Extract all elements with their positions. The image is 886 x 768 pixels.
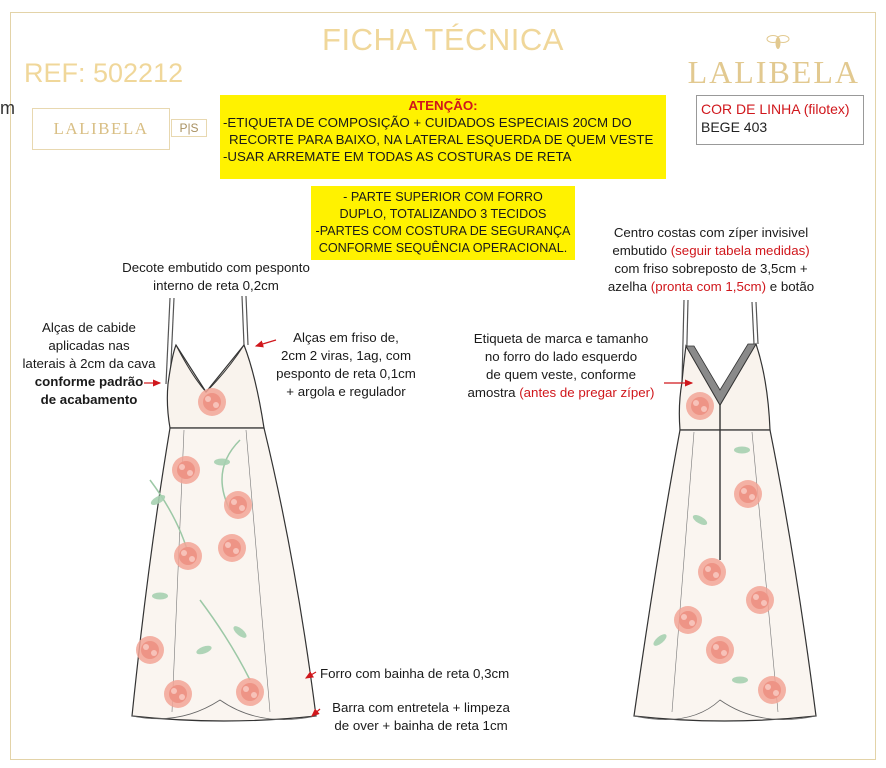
hanger-straps-line: laterais à 2cm da cava — [22, 356, 156, 371]
neckline-note-line: interno de reta 0,2cm — [153, 278, 279, 293]
back-zipper-line: Centro costas com zíper invisivel — [613, 225, 809, 240]
attention-line: RECORTE PARA BAIXO, NA LATERAL ESQUERDA DE QUEM VESTE — [229, 132, 654, 147]
hem-note-line: de over + bainha de reta 1cm — [334, 718, 508, 733]
stray-character: m — [0, 98, 15, 118]
lining-note: Forro com bainha de reta 0,3cm — [320, 666, 510, 681]
straps-note-line: + argola e regulador — [286, 384, 406, 399]
thread-color-value: BEGE 403 — [701, 119, 768, 135]
straps-note-line: Alças em friso de, — [293, 330, 399, 345]
hem-note-line: Barra com entretela + limpeza — [332, 700, 510, 715]
brand-label-highlight: (antes de pregar zíper) — [519, 385, 655, 400]
back-zipper-highlight: (pronta com 1,5cm) — [650, 279, 767, 294]
label-size-box: P|S — [171, 119, 207, 137]
brand-label-line: no forro do lado esquerdo — [484, 349, 638, 364]
brand-label-text: amostra — [467, 385, 520, 400]
back-zipper-text: embutido — [612, 243, 671, 258]
back-zipper-text: azelha — [607, 279, 651, 294]
neckline-note-line: Decote embutido com pesponto — [122, 260, 310, 275]
back-zipper-highlight: (seguir tabela medidas) — [670, 243, 810, 258]
brand-label-line: de quem veste, conforme — [485, 367, 637, 382]
attention-line: -ETIQUETA DE COMPOSIÇÃO + CUIDADOS ESPECIAIS 20CM DO — [223, 115, 632, 130]
brand-label-line: Etiqueta de marca e tamanho — [473, 331, 649, 346]
attention-line: -USAR ARREMATE EM TODAS AS COSTURAS DE RETA — [223, 149, 572, 164]
hanger-straps-line: de acabamento — [40, 392, 138, 407]
back-dress-sketch — [634, 300, 816, 721]
brand-logo: LALIBELA — [687, 54, 860, 90]
reference-code: REF: 502212 — [24, 58, 184, 88]
back-zipper-line: com friso sobreposto de 3,5cm + — [614, 261, 808, 276]
straps-note-line: 2cm 2 viras, 1ag, com — [280, 348, 412, 363]
hanger-straps-line: conforme padrão — [34, 374, 144, 389]
label-brand-box: LALIBELA — [32, 108, 170, 150]
upper-part-line: CONFORME SEQUÊNCIA OPERACIONAL. — [318, 241, 568, 255]
attention-heading: ATENÇÃO: — [408, 98, 478, 113]
upper-part-line: DUPLO, TOTALIZANDO 3 TECIDOS — [339, 207, 547, 221]
upper-part-line: - PARTE SUPERIOR COM FORRO — [343, 190, 543, 204]
upper-part-line: -PARTES COM COSTURA DE SEGURANÇA — [315, 224, 571, 238]
thread-color-heading: COR DE LINHA (filotex) — [701, 101, 850, 117]
front-dress-sketch — [132, 296, 316, 721]
hanger-straps-line: aplicadas nas — [48, 338, 130, 353]
back-zipper-text: e botão — [766, 279, 815, 294]
straps-note-line: pesponto de reta 0,1cm — [276, 366, 416, 381]
page-title: FICHA TÉCNICA — [322, 22, 564, 57]
hanger-straps-line: Alças de cabide — [42, 320, 136, 335]
